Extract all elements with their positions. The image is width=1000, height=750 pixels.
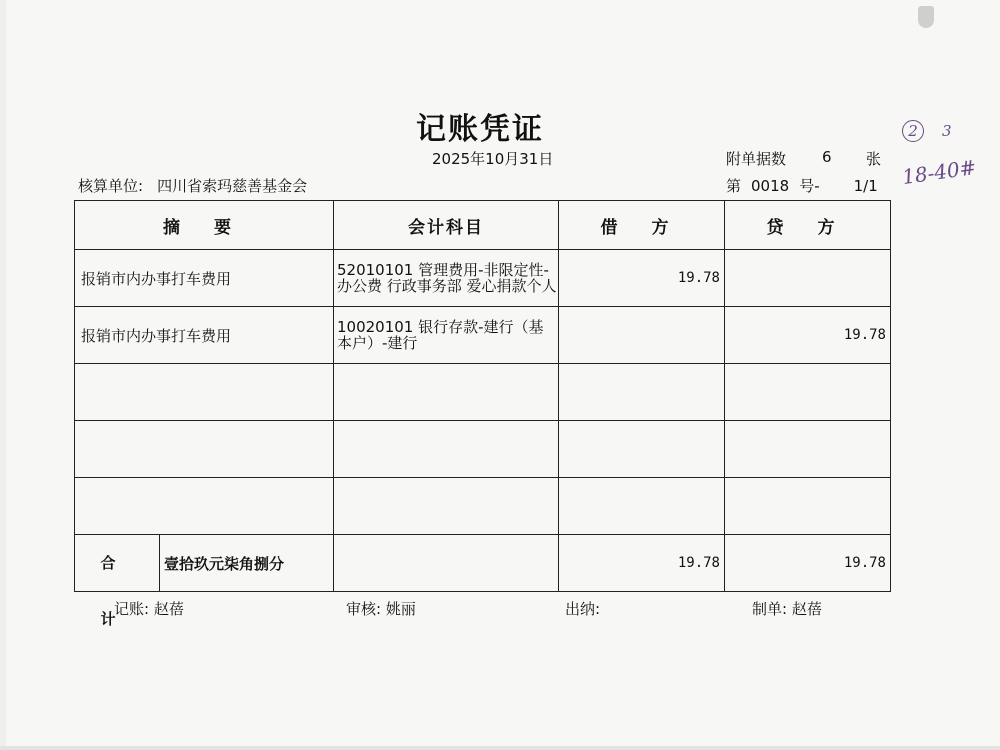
total-amount-words: 壹拾玖元柒角捌分 [164, 554, 285, 573]
accounting-unit [78, 175, 307, 196]
row-credit [725, 364, 891, 421]
handwritten-number: 3 [942, 122, 952, 140]
row-debit [559, 364, 725, 421]
row-debit: 19.78 [559, 250, 725, 307]
circled-number: 2 [902, 120, 924, 142]
row-credit [725, 478, 891, 535]
row-account [334, 364, 559, 421]
handwritten-note: 18-40# [900, 154, 978, 190]
voucher-page: 1/1 [853, 177, 878, 195]
table-row [75, 364, 891, 421]
bookkeeper: 记账: 赵蓓 [114, 600, 184, 618]
header-debit: 借 方 [559, 201, 725, 250]
row-summary: 报销市内办事打车费用 [75, 250, 334, 307]
attachments-count: 6 [822, 148, 832, 166]
table-row [75, 307, 891, 364]
row-summary [75, 478, 334, 535]
reviewer: 审核: 姚丽 [346, 600, 416, 618]
total-blank [334, 535, 559, 592]
total-debit: 19.78 [559, 535, 725, 592]
unit-label: 核算单位: [78, 177, 144, 195]
attachments-info [726, 148, 881, 169]
scan-mark [918, 6, 934, 28]
preparer: 制单: 赵蓓 [752, 600, 822, 618]
voucher-no-prefix: 第 [726, 177, 742, 195]
attachments-unit: 张 [866, 150, 882, 168]
row-credit [725, 250, 891, 307]
row-account [334, 421, 559, 478]
cashier: 出纳: [565, 600, 601, 618]
row-summary: 报销市内办事打车费用 [75, 307, 334, 364]
voucher-no-suffix: 号- [799, 177, 820, 195]
row-account: 52010101 管理费用-非限定性-办公费 行政事务部 爱心捐款个人 [334, 250, 559, 307]
row-account [334, 478, 559, 535]
voucher-title: 记账凭证 [416, 112, 544, 147]
scan-edge-bottom [0, 746, 1000, 750]
total-label: 合 计 [75, 535, 160, 591]
attachments-label: 附单据数 [726, 150, 787, 168]
table-row [75, 421, 891, 478]
unit-name: 四川省索玛慈善基金会 [157, 177, 308, 195]
table-row [75, 250, 891, 307]
voucher-no-value: 0018 [751, 177, 790, 195]
voucher-number [726, 175, 878, 196]
voucher-date: 2025年10月31日 [432, 150, 554, 168]
row-debit [559, 307, 725, 364]
header-summary: 摘 要 [75, 201, 334, 250]
row-debit [559, 478, 725, 535]
row-credit [725, 421, 891, 478]
header-account: 会计科目 [334, 201, 559, 250]
total-credit: 19.78 [725, 535, 891, 592]
handwritten-marks [902, 120, 952, 142]
header-credit: 贷 方 [725, 201, 891, 250]
row-account: 10020101 银行存款-建行（基本户）-建行 [334, 307, 559, 364]
row-debit [559, 421, 725, 478]
row-summary [75, 364, 334, 421]
row-credit: 19.78 [725, 307, 891, 364]
row-summary [75, 421, 334, 478]
total-row [75, 535, 891, 592]
table-header-row [75, 201, 891, 250]
handwritten-annotation [898, 120, 994, 190]
table-row [75, 478, 891, 535]
